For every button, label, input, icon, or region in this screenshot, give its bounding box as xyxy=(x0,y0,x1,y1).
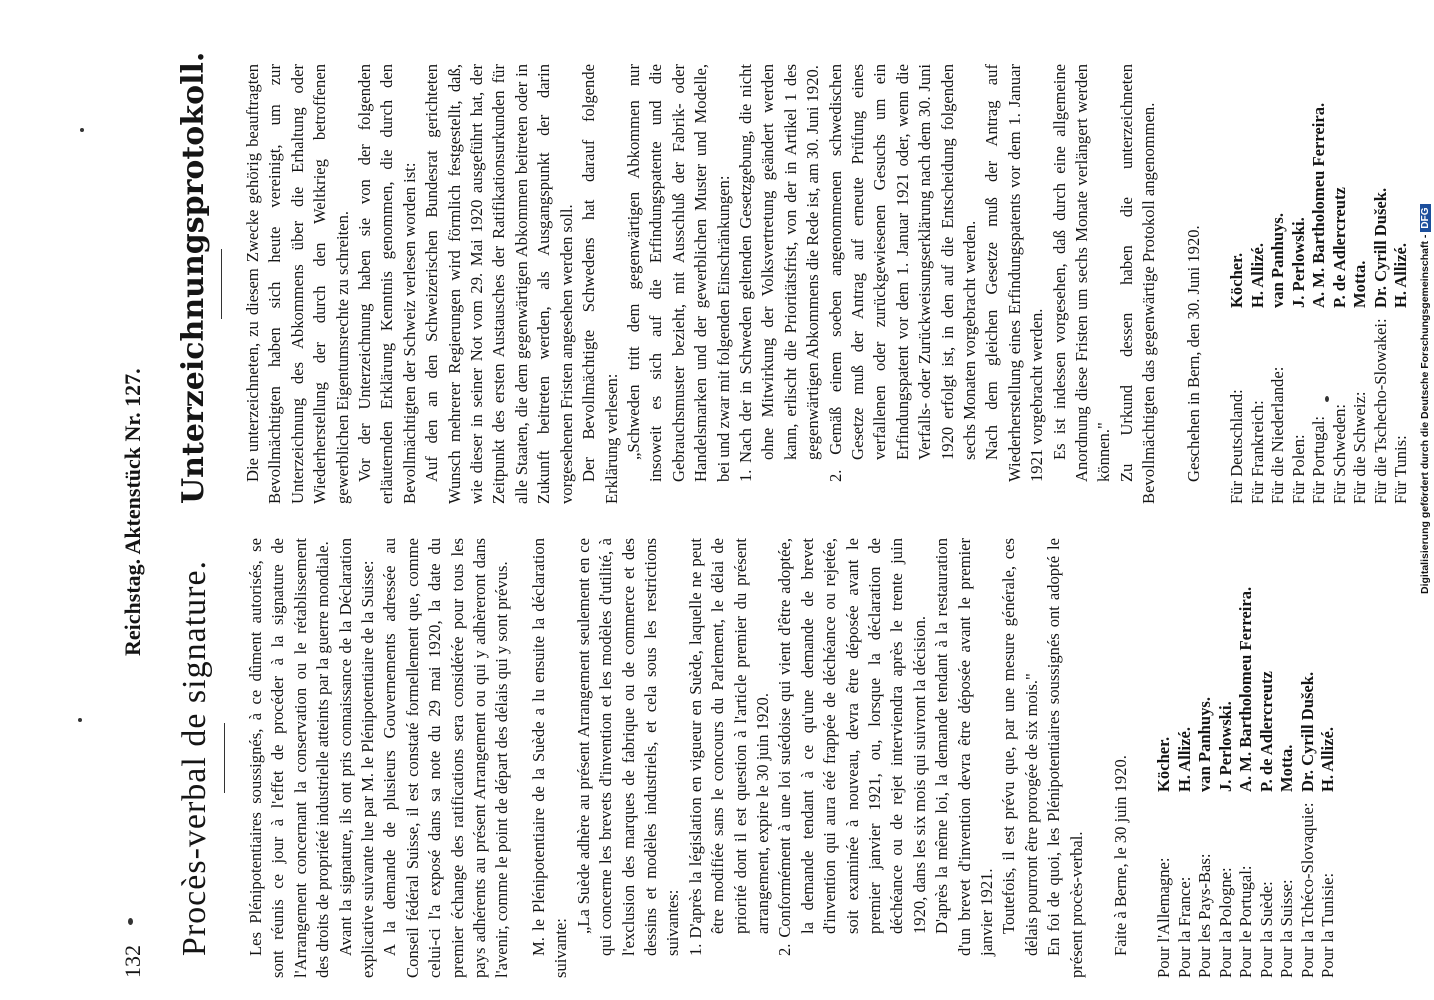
signature-row xyxy=(1154,538,1175,978)
signature-name: A. M. Bartholomeu Ferreira. xyxy=(1236,586,1256,792)
paragraph: Vor der Unterzeichnung haben sie von der folgenden erläuternden Erklärung Kenntnis genommen, die durch den Bevollmächtigten der Schweiz verlesen worden ist: xyxy=(355,64,419,504)
signature-row xyxy=(1391,64,1412,504)
german-title: Unterzeichnungsprotokoll. xyxy=(176,51,211,504)
paragraph: Avant la signature, ils ont pris connaissance de la Déclaration explicative suivante lue par M. le Plénipotentiaire de la Suisse: xyxy=(335,538,378,978)
signature-country: Für Tunis: xyxy=(1391,435,1411,504)
signature-country: Pour l'Allemagne: xyxy=(1154,857,1174,978)
signature-country: Pour la France: xyxy=(1174,876,1194,978)
scan-speck xyxy=(78,718,82,722)
document-page xyxy=(50,26,1430,986)
numbered-item: 1. D'après la législation en vigueur en Suède, laquelle ne peut être modifiée sans le concours du Parlement, le délai de priorité dont il est question à l'article premier du présent arrangement, expire le 30 juin 1920. xyxy=(685,538,772,956)
paragraph: En foi de quoi, les Plénipotentiaires soussignés ont adopté le présent procès-verbal. xyxy=(1044,538,1086,978)
paragraph: Die unterzeichneten, zu diesem Zwecke gehörig beauftragten Bevollmächtigten haben sich heute vereinigt, um zur Unterzeichnung des Abkommens über die Erhaltung oder Wiederherstellung der durch den Weltkrieg betroffenen gewerblichen Eigentumsrechte zu schreiten. xyxy=(243,64,352,504)
signature-country: Für Polen: xyxy=(1288,434,1308,504)
place-date: Faite à Berne, le 30 juin 1920. xyxy=(1111,755,1131,956)
signature-row xyxy=(1268,64,1289,504)
signature-row xyxy=(1216,538,1237,978)
quoted-paragraph: Toutefois, il est prévu que, par une mesure générale, ces délais pourront être prorogée de six mois." xyxy=(999,538,1041,956)
title-rule xyxy=(224,723,225,793)
paragraph: A la demande de plusieurs Gouvernements adressée au Conseil fédéral Suisse, il est constaté formellement que, comme celui-ci l'a exposé dans sa note du 29 mai 1920, la date du premier échange des ratifications sera considérée pour tous les pays adhérents au présent Arrangement ou qui y adhèreront dans l'avenir, comme le point de départ des délais qui y sont prévus. xyxy=(380,538,512,978)
signature-name: J. Perlowski. xyxy=(1288,217,1308,308)
numbered-item: 2. Gemäß einem soeben angenommenen schwedischen Gesetze muß der Antrag auf erneute Prüfung eines verfallenen oder zurückgewiesenen Gesuchs um ein Erfindungspatent vor dem 1. Januar 1921 oder, wenn die Verfalls- oder Zurückweisungserklärung nach dem 30. Juni 1920 erfolgt ist, in den auf die Entscheidung folgenden sechs Monaten vorgebracht werden. xyxy=(825,64,979,482)
signature-row xyxy=(1298,538,1319,978)
quoted-paragraph: Nach dem gleichen Gesetze muß der Antrag auf Wiederherstellung eines Erfindungspatents vor dem 1. Januar 1921 vorgebracht werden. xyxy=(982,64,1047,482)
signature-name: van Panhuys. xyxy=(1195,697,1215,792)
digitization-credit xyxy=(1418,14,1432,594)
credit-text: Digitalisierung gefördert durch die Deutsche Forschungsgemeinschaft - xyxy=(1419,234,1431,594)
signature-row xyxy=(1195,538,1216,978)
signature-country: Pour la Suède: xyxy=(1256,881,1276,978)
paragraph: Zu Urkund dessen haben die unterzeichneten Bevollmächtigten das gegenwärtige Protokoll angenommen. xyxy=(1116,64,1159,504)
signature-row xyxy=(1277,538,1298,978)
signature-row xyxy=(1248,64,1269,504)
signature-country: Für die Schweiz: xyxy=(1350,391,1370,504)
paragraph: Auf den an den Schweizerischen Bundesrat gerichteten Wunsch mehrerer Regierungen wird förmlich festgestellt, daß, wie dieser in seiner Not vom 29. Mai 1920 ausgeführt hat, der Zeitpunkt des ersten Austausches der Ratifikationsurkunden für alle Staaten, die dem gegenwärtigen Abkommen beitreten oder in Zukunft beitreten werden, als Ausgangspunkt der darin vorgesehenen Fristen angesehen werden soll. xyxy=(422,64,576,504)
signature-country: Pour la Tunisie: xyxy=(1318,872,1338,978)
signature-row xyxy=(1257,538,1278,978)
signature-country: Pour le Portugal: xyxy=(1236,865,1256,978)
signature-name: van Panhuys. xyxy=(1268,213,1288,308)
paragraph: M. le Plénipotentiaire de la Suède a lu ensuite la déclaration suivante: xyxy=(528,538,571,978)
signature-row xyxy=(1175,538,1196,978)
signature-row xyxy=(1371,64,1392,504)
signature-name: Dr. Cyrill Dušek. xyxy=(1297,671,1317,792)
signature-name: P. de Adlercreutz xyxy=(1329,187,1349,308)
signature-country: Pour la Pologne: xyxy=(1215,867,1235,978)
signature-country: Für Deutschland: xyxy=(1227,389,1247,504)
signature-name: H. Allizé. xyxy=(1247,243,1267,308)
quoted-paragraph: „Schweden tritt dem gegenwärtigen Abkommen nur insoweit es sich auf die Erfindungspatente und die Gebrauchsmuster bezieht, mit Ausschluß der Fabrik- oder Handelsmarken und der gewerblichen Muster und Modelle, bei und zwar mit folgenden Einschränkungen: xyxy=(623,64,733,482)
signature-name: H. Allizé. xyxy=(1391,243,1411,308)
german-column xyxy=(162,51,1412,504)
signature-name: H. Allizé. xyxy=(1318,727,1338,792)
signature-row xyxy=(1236,538,1257,978)
running-header: Reichstag. Aktenstück Nr. 127. xyxy=(120,368,145,656)
quoted-paragraph: D'après la même loi, la demande tendant à la restauration d'un brevet d'invention devra être déposée avant le premier janvier 1921. xyxy=(932,538,996,956)
quoted-paragraph: „La Suède adhère au présent Arrangement seulement en ce qui concerne les brevets d'invention et les modèles d'utilité, à l'exclusion des marques de fabrique ou de commerce et des dessins et modèles industriels, et cela sous les restrictions suivantes: xyxy=(573,538,683,956)
french-column xyxy=(162,538,1339,978)
dfg-logo: DFG xyxy=(1420,205,1431,232)
signature-name: A. M. Bartholomeu Ferreira. xyxy=(1309,102,1329,308)
signature-name: Motta. xyxy=(1277,744,1297,792)
signature-name: Dr. Cyrill Dušek. xyxy=(1370,187,1390,308)
signature-name: Köcher. xyxy=(1227,252,1247,308)
numbered-item: 1. Nach der in Schweden geltenden Gesetzgebung, die nicht ohne Mitwirkung der Volksvertretung geändert werden kann, erlischt die Prioritätsfrist, von der in Artikel 1 des gegenwärtigen Abkommens die Rede ist, am 30. Juni 1920. xyxy=(735,64,823,482)
signature-name: H. Allizé. xyxy=(1174,727,1194,792)
place-date: Geschehen in Bern, den 30. Juni 1920. xyxy=(1183,225,1203,482)
quoted-paragraph: Es ist indessen vorgesehen, daß durch eine allgemeine Anordnung diese Fristen um sechs Monate verlängert werden können." xyxy=(1049,64,1114,482)
signature-name: Köcher. xyxy=(1154,736,1174,792)
signature-name: P. de Adlercreutz xyxy=(1256,671,1276,792)
signature-country: Pour la Suisse: xyxy=(1277,879,1297,978)
signature-list xyxy=(1227,64,1412,504)
signature-row xyxy=(1330,64,1351,504)
signature-country: Pour la Tchéco-Slovaquie: xyxy=(1297,802,1317,978)
signature-row xyxy=(1318,538,1339,978)
signature-row xyxy=(1289,64,1310,504)
signature-row xyxy=(1227,64,1248,504)
scan-speck xyxy=(1325,396,1329,402)
signature-row xyxy=(1350,64,1371,504)
paragraph: Les Plénipotentiaires soussignés, à ce dûment autorisés, se sont réunis ce jour à l'effet de procéder à la signature de l'Arrangement concernant la conservation ou le rétablissement des droits de propriété industrielle atteints par la guerre mondiale. xyxy=(246,538,333,978)
signature-name: J. Perlowski. xyxy=(1215,701,1235,792)
signature-country: Für die Tschecho-Slowakei: xyxy=(1370,318,1390,504)
numbered-item: 2. Conformément à une loi suédoise qui vient d'être adoptée, la demande tendant à ce qu'une demande de brevet d'invention qui aura été frappée de déchéance ou rejetée, soit examinée à nouveau, devra être déposée avant le premier janvier 1921, ou, lorsque la déclaration de déchéance ou de rejet interviendra après le trente juin 1920, dans les six mois qui suivront la décision. xyxy=(775,538,929,956)
signature-row xyxy=(1309,64,1330,504)
paragraph: Der Bevollmächtigte Schwedens hat darauf folgende Erklärung verlesen: xyxy=(579,64,621,504)
french-title: Procès-verbal de signature. xyxy=(176,559,213,957)
signature-name: Motta. xyxy=(1350,260,1370,308)
scan-speck xyxy=(80,128,84,132)
signature-country: Für Portugal: xyxy=(1309,415,1329,504)
signature-country: Für die Niederlande: xyxy=(1268,366,1288,504)
signature-country: Pour les Pays-Bas: xyxy=(1195,853,1215,978)
title-rule xyxy=(221,249,222,319)
scan-speck xyxy=(128,918,133,925)
page-number: 132 xyxy=(120,945,145,978)
signature-country: Für Schweden: xyxy=(1329,403,1349,504)
signature-country: Für Frankreich: xyxy=(1247,400,1267,504)
signature-list xyxy=(1154,538,1339,978)
